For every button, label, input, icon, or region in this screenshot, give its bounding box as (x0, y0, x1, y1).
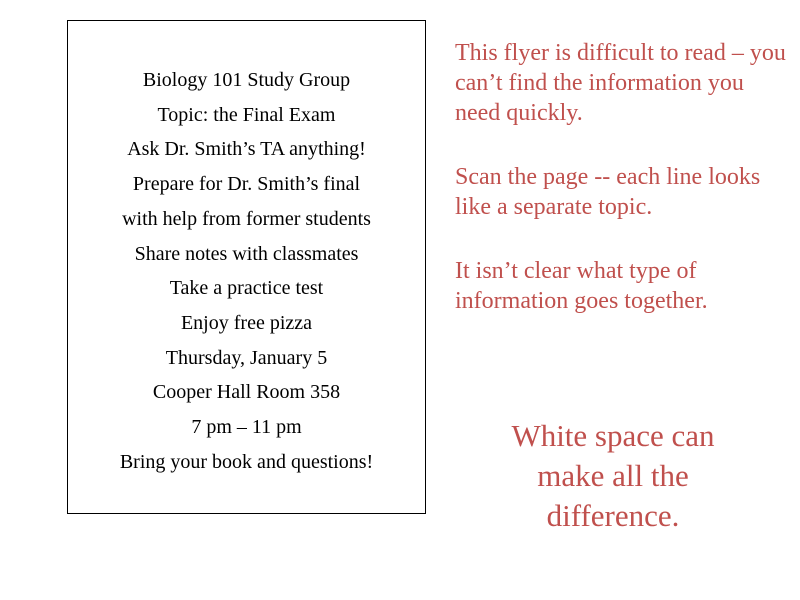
note-unclear: It isn’t clear what type of information goes together. (455, 258, 708, 314)
flyer-line-bring: Bring your book and questions! (119, 450, 374, 473)
flyer-line-help: with help from former students (122, 207, 371, 230)
flyer-line-practice-test: Take a practice test (169, 277, 324, 300)
flyer-box (67, 20, 426, 514)
note-difficult: This flyer is difficult to read – you can’t find the information you need quickly. (455, 40, 786, 126)
flyer-line-ask-ta: Ask Dr. Smith’s TA anything! (127, 138, 366, 161)
white-space-callout: White space can make all the difference. (511, 418, 715, 533)
flyer-line-topic: Topic: the Final Exam (157, 103, 336, 126)
flyer-line-pizza: Enjoy free pizza (180, 311, 313, 334)
flyer-text (68, 63, 425, 479)
flyer-line-share-notes: Share notes with classmates (134, 242, 359, 265)
flyer-line-time: 7 pm – 11 pm (191, 416, 302, 439)
flyer-line-location: Cooper Hall Room 358 (152, 381, 341, 404)
flyer-line-title: Biology 101 Study Group (142, 69, 351, 91)
note-scan: Scan the page -- each line looks like a separate topic. (455, 164, 761, 220)
commentary-notes (455, 38, 790, 350)
flyer-line-prepare: Prepare for Dr. Smith’s final (132, 173, 361, 196)
flyer-line-date: Thursday, January 5 (165, 346, 328, 369)
